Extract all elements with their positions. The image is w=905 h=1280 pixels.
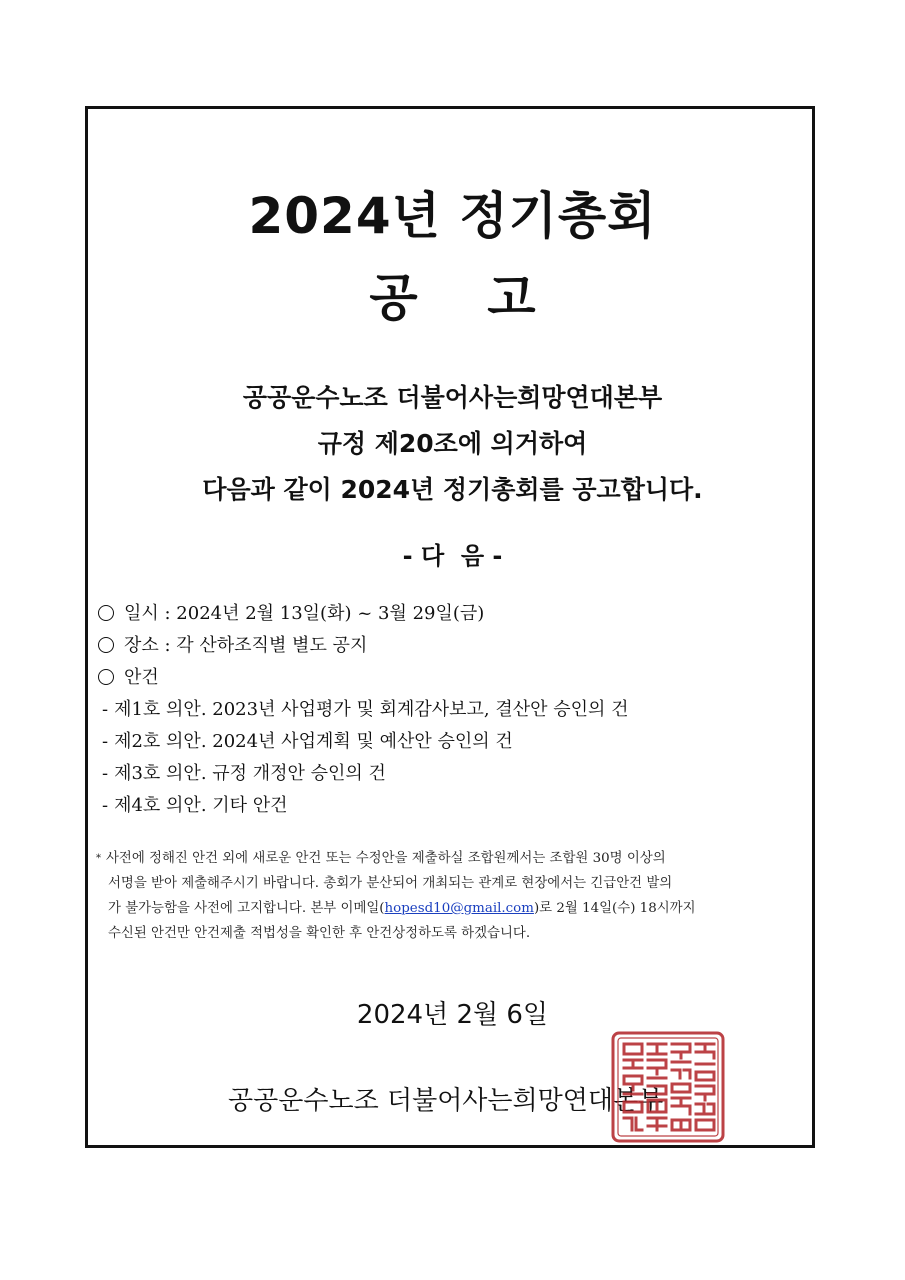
list-item <box>98 598 629 630</box>
item-text: 제3호 의안. 규정 개정안 승인의 건 <box>114 763 386 784</box>
note-text: 사전에 정해진 안건 외에 새로운 안건 또는 수정안을 제출하실 조합원께서는 조합원 30명 이상의 <box>106 851 666 866</box>
agenda-list <box>98 598 629 822</box>
item-text: 제1호 의안. 2023년 사업평가 및 회계감사보고, 결산안 승인의 건 <box>114 699 629 720</box>
note-text: )로 2월 14일(수) 18시까지 <box>533 901 696 916</box>
dash-bullet-icon: - <box>102 731 109 752</box>
circle-bullet-icon <box>98 605 114 621</box>
note-line <box>96 871 812 896</box>
submission-note <box>96 846 812 946</box>
item-text: 안건 <box>124 667 159 688</box>
dash-bullet-icon: - <box>102 795 109 816</box>
list-item <box>98 694 629 726</box>
note-bullet: * <box>96 853 101 864</box>
list-item <box>98 790 629 822</box>
intro-line-1: 공공운수노조 더불어사는희망연대본부 <box>242 383 663 412</box>
list-item <box>98 662 629 694</box>
list-item <box>98 726 629 758</box>
item-text: 제2호 의안. 2024년 사업계획 및 예산안 승인의 건 <box>114 731 513 752</box>
note-text: 서명을 받아 제출해주시기 바랍니다. 총회가 분산되어 개최되는 관계로 현장에서는 긴급안건 발의 <box>108 876 673 891</box>
item-text: 제4호 의안. 기타 안건 <box>114 795 288 816</box>
intro-line-3: 다음과 같이 2024년 정기총회를 공고합니다. <box>202 475 703 504</box>
email-link[interactable]: hopesd10@gmail.com <box>384 901 534 916</box>
document-subtitle: 공 고 <box>369 269 536 327</box>
note-text: 가 불가능함을 사전에 고지합니다. 본부 이메일( <box>108 901 385 916</box>
intro-line-2: 규정 제20조에 의거하여 <box>317 429 588 458</box>
item-text: 장소 : 각 산하조직별 별도 공지 <box>124 635 368 656</box>
note-line <box>96 921 812 946</box>
organization-name: 공공운수노조 더불어사는희망연대본부 <box>228 1086 664 1116</box>
list-item <box>98 630 629 662</box>
dash-bullet-icon: - <box>102 699 109 720</box>
note-text: 수신된 안건만 안건제출 적법성을 확인한 후 안건상정하도록 하겠습니다. <box>108 926 531 941</box>
list-item <box>98 758 629 790</box>
section-heading: - 다 음 - <box>402 542 503 570</box>
item-text: 일시 : 2024년 2월 13일(화) ~ 3월 29일(금) <box>124 603 485 624</box>
circle-bullet-icon <box>98 637 114 653</box>
circle-bullet-icon <box>98 669 114 685</box>
notice-date: 2024년 2월 6일 <box>356 1000 549 1030</box>
official-seal-icon <box>610 1030 726 1144</box>
note-line <box>96 846 812 871</box>
dash-bullet-icon: - <box>102 763 109 784</box>
document-title: 2024년 정기총회 <box>248 187 657 245</box>
note-line <box>96 896 812 921</box>
